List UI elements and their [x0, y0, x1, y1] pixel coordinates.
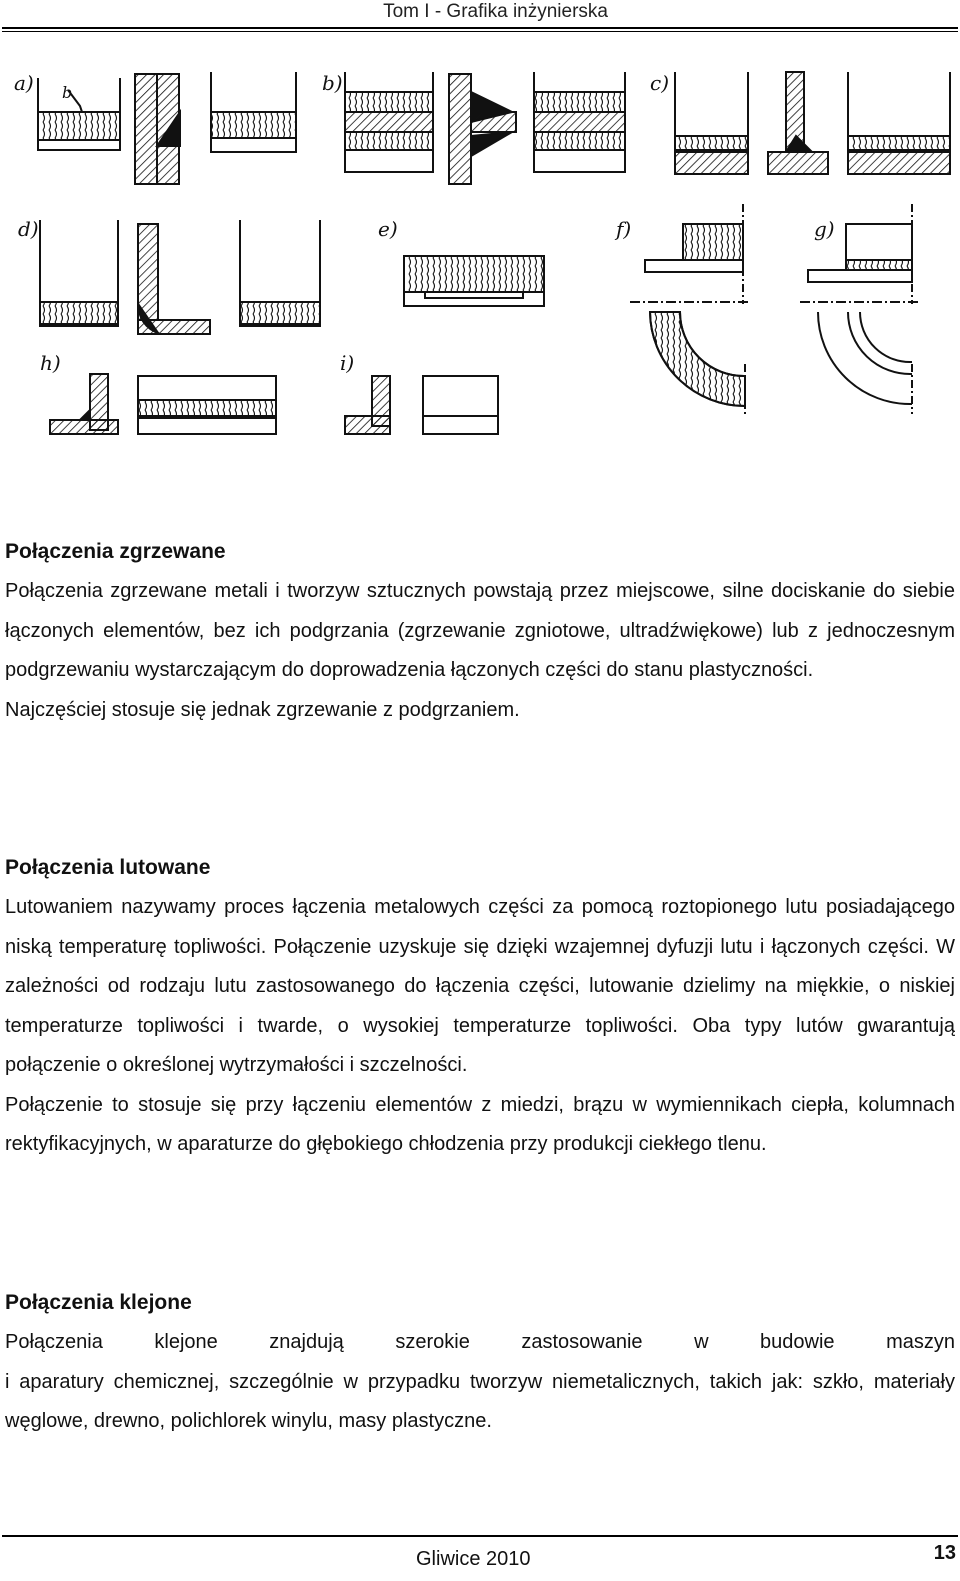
label-i: i): [340, 351, 355, 375]
section-paragraph-line: Połączenia klejone znajdują szerokie zastosowanie w budowie maszyn: [5, 1331, 955, 1353]
joint-c: [675, 72, 950, 174]
joint-h: [50, 374, 276, 434]
label-a: a): [14, 71, 34, 95]
joint-d: [40, 220, 320, 334]
section-heading: Połączenia klejone: [5, 1291, 192, 1314]
header-title: Tom I - Grafika inżynierska: [383, 1, 608, 22]
header-rule-thin: [2, 31, 958, 32]
page-footer: [0, 1530, 960, 1581]
section-zgrzewane: [5, 532, 955, 730]
header-rule: [2, 27, 958, 29]
joint-b: [345, 72, 625, 184]
section-heading: Połączenia zgrzewane: [5, 540, 226, 563]
section-lutowane: [5, 848, 955, 1165]
joint-f: [630, 204, 750, 414]
section-paragraph: Lutowaniem nazywamy proces łączenia metalowych części za pomocą roztopionego lutu posiadającego niską temperaturę topliwości. Połączenie uzyskuje się dzięki wzajemnej dyfuzji lutu i łączonych części. W zależności od rodzaju lutu zastosowanego do łączenia części, lutowanie dzielimy na miękkie, o niskiej temperaturze topliwości i twarde, o wysokiej temperaturze topliwości. Oba typy lutów gwarantują połączenie o określonej wytrzymałości i szczelności.: [5, 896, 955, 1076]
section-paragraph: Połączenie to stosuje się przy łączeniu elementów z miedzi, brązu w wymiennikach ciepła, kolumnach rektyfikacyjnych, w aparaturze do głębokiego chłodzenia przy produkcji ciekłego tlenu.: [5, 1093, 955, 1155]
label-c: c): [650, 71, 670, 95]
section-paragraph: Najczęściej stosuje się jednak zgrzewanie z podgrzaniem.: [5, 698, 520, 721]
joint-a: [38, 72, 296, 184]
section-klejone: [5, 1283, 955, 1442]
label-b: b): [322, 71, 343, 95]
footer-place: Gliwice 2010: [416, 1548, 531, 1570]
label-g: g): [814, 217, 835, 241]
section-paragraph: Połączenia zgrzewane metali i tworzyw sztucznych powstają przez miejscowe, silne dociskanie do siebie łączonych elementów, bez ich podgrzania (zgrzewanie zgniotowe, ultradźwiękowe) lub z jednoczesnym podgrzewaniu wystarczającym do doprowadzenia łączonych części do stanu plastyczności.: [5, 580, 955, 681]
label-f: f): [616, 217, 632, 241]
label-h: h): [40, 351, 61, 375]
weld-joints-figure: [0, 34, 960, 454]
label-d: d): [18, 217, 39, 241]
joint-i: [345, 376, 498, 434]
page-header: [0, 0, 960, 28]
footer-rule: [2, 1535, 958, 1537]
label-b-small: b: [62, 83, 73, 102]
section-heading: Połączenia lutowane: [5, 856, 211, 879]
label-e: e): [378, 217, 398, 241]
joint-e: [404, 256, 544, 306]
page-number: 13: [933, 1542, 956, 1564]
section-paragraph: i aparatury chemicznej, szczególnie w przypadku tworzyw niemetalicznych, takich jak: szkło, materiały węglowe, drewno, polichlorek winylu, masy plastyczne.: [5, 1370, 955, 1432]
